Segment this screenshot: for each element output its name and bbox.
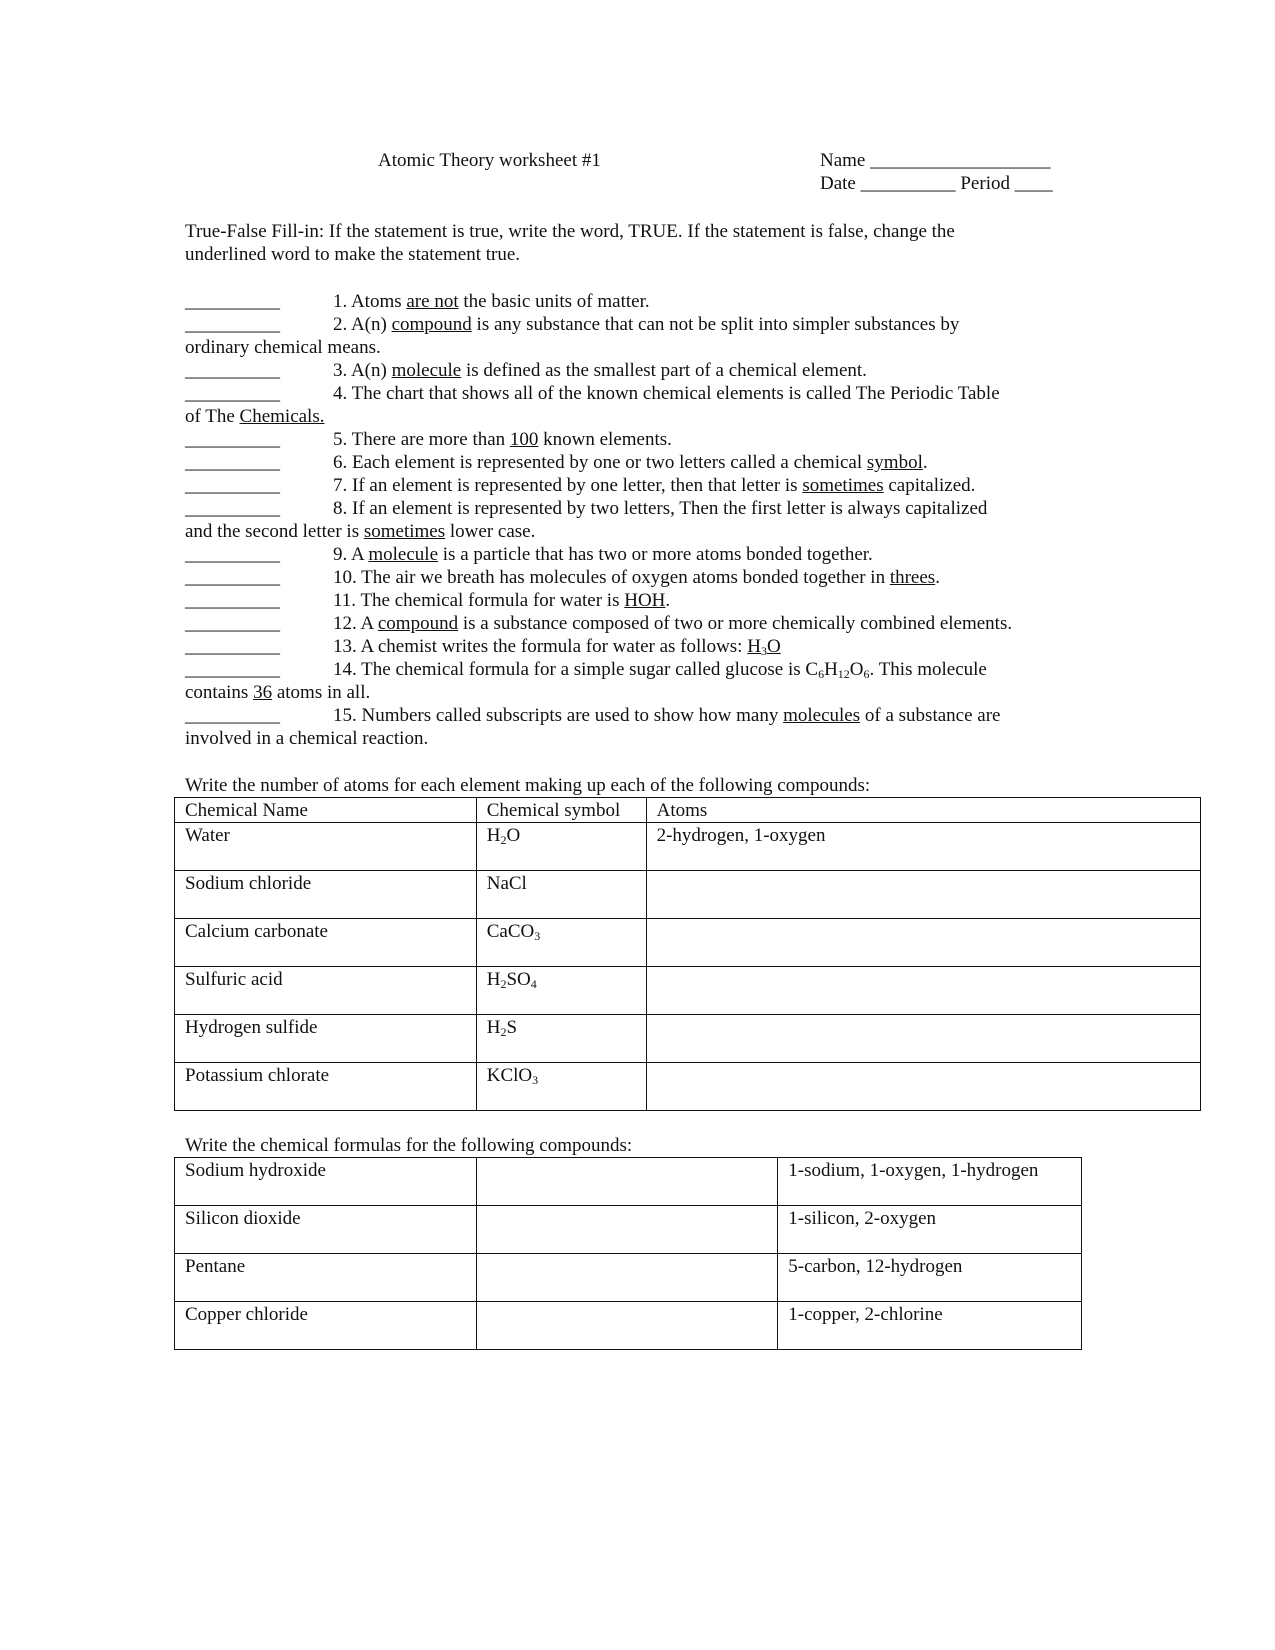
question-15: __________ 15. Numbers called subscripts are used to show how many molecules of a substance are	[185, 705, 1001, 726]
underlined-word: threes	[889, 567, 936, 588]
question-8: __________ 8. If an element is represented by two letters, Then the first letter is always capitalized	[185, 498, 988, 519]
date-period-field[interactable]: Date __________ Period ____	[820, 173, 1053, 194]
atoms-answer[interactable]	[646, 967, 1200, 1015]
chemical-formula: NaCl	[476, 871, 646, 919]
compound-name: Sodium chloride	[175, 871, 477, 919]
question-12: __________ 12. A compound is a substance composed of two or more chemically combined elements.	[185, 613, 1013, 634]
atoms-composition: 1-sodium, 1-oxygen, 1-hydrogen	[778, 1158, 1082, 1206]
answer-blank-13[interactable]: __________	[185, 636, 280, 657]
compound-name: Sodium hydroxide	[175, 1158, 477, 1206]
table-row	[175, 1015, 1201, 1063]
answer-blank-10[interactable]: __________	[185, 567, 280, 588]
question-10: __________ 10. The air we breath has molecules of oxygen atoms bonded together in threes.	[185, 567, 940, 588]
question-1: __________ 1. Atoms are not the basic units of matter.	[185, 291, 650, 312]
table-row	[175, 1206, 1082, 1254]
underlined-word: compound	[377, 613, 459, 634]
answer-blank-12[interactable]: __________	[185, 613, 280, 634]
compound-name: Water	[175, 823, 477, 871]
name-field[interactable]: Name ___________________	[820, 150, 1051, 171]
header-atoms: Atoms	[646, 798, 1200, 823]
underlined-word: are not	[406, 291, 459, 312]
chemical-formula: CaCO$_3$	[476, 919, 646, 967]
atoms-answer[interactable]: 2-hydrogen, 1-oxygen	[646, 823, 1200, 871]
underlined-word: HOH	[624, 590, 666, 611]
answer-blank-14[interactable]: __________	[185, 659, 280, 680]
table1-intro: Write the number of atoms for each element making up each of the following compounds:	[185, 775, 871, 796]
chemical-formula: $H_2S$	[476, 1015, 646, 1063]
table-row	[175, 823, 1201, 871]
table2-intro: Write the chemical formulas for the following compounds:	[185, 1135, 633, 1156]
question-6: __________ 6. Each element is represented by one or two letters called a chemical symbol.	[185, 452, 928, 473]
question-8-continuation: and the second letter is sometimes lower case.	[185, 521, 536, 542]
table-header-row	[175, 798, 1201, 823]
question-5: __________ 5. There are more than 100 known elements.	[185, 429, 672, 450]
underlined-word: molecule	[368, 544, 439, 565]
instructions-line-2: underlined word to make the statement true.	[185, 244, 521, 265]
answer-blank-11[interactable]: __________	[185, 590, 280, 611]
question-7: __________ 7. If an element is represented by one letter, then that letter is sometimes capitalized.	[185, 475, 976, 496]
question-13: __________ 13. A chemist writes the formula for water as follows: $H_3O$	[185, 636, 781, 658]
underlined-word: 36	[253, 682, 273, 703]
answer-blank-9[interactable]: __________	[185, 544, 280, 565]
formula-answer[interactable]	[476, 1206, 778, 1254]
atoms-answer[interactable]	[646, 919, 1200, 967]
answer-blank-5[interactable]: __________	[185, 429, 280, 450]
atoms-table	[174, 797, 1201, 1111]
table-row	[175, 1254, 1082, 1302]
formula-answer[interactable]	[476, 1254, 778, 1302]
atoms-composition: 1-copper, 2-chlorine	[778, 1302, 1082, 1350]
question-4-continuation: of The Chemicals.	[185, 406, 325, 427]
question-3: __________ 3. A(n) molecule is defined as the smallest part of a chemical element.	[185, 360, 867, 381]
formula-answer[interactable]	[476, 1158, 778, 1206]
compound-name: Calcium carbonate	[175, 919, 477, 967]
underlined-word: symbol	[866, 452, 923, 473]
compound-name: Pentane	[175, 1254, 477, 1302]
underlined-formula: $H_3O$	[747, 636, 781, 658]
answer-blank-1[interactable]: __________	[185, 291, 280, 312]
header-chemical-symbol: Chemical symbol	[476, 798, 646, 823]
answer-blank-4[interactable]: __________	[185, 383, 280, 404]
table-row	[175, 967, 1201, 1015]
question-14: __________ 14. The chemical formula for a simple sugar called glucose is $C_6H_{12}O_6$. This molecule	[185, 659, 987, 681]
chemical-formula: $H_2SO_4$	[476, 967, 646, 1015]
underlined-word: molecule	[391, 360, 462, 381]
header-chemical-name: Chemical Name	[175, 798, 477, 823]
answer-blank-7[interactable]: __________	[185, 475, 280, 496]
atoms-composition: 5-carbon, 12-hydrogen	[778, 1254, 1082, 1302]
formula-answer[interactable]	[476, 1302, 778, 1350]
chemical-formula: KClO$_3$	[476, 1063, 646, 1111]
atoms-answer[interactable]	[646, 871, 1200, 919]
underlined-word: compound	[391, 314, 472, 335]
question-4: __________ 4. The chart that shows all of the known chemical elements is called The Periodic Table	[185, 383, 1000, 404]
question-11: __________ 11. The chemical formula for water is HOH.	[185, 590, 671, 611]
instructions-line-1: True-False Fill-in: If the statement is true, write the word, TRUE. If the statement is false, change the	[185, 221, 955, 242]
question-14-continuation: contains 36 atoms in all.	[185, 682, 371, 703]
underlined-word: molecules	[783, 705, 861, 726]
atoms-answer[interactable]	[646, 1063, 1200, 1111]
question-2-continuation: ordinary chemical means.	[185, 337, 381, 358]
underlined-word: sometimes	[363, 521, 446, 542]
question-2: __________ 2. A(n) compound is any substance that can not be split into simpler substances by	[185, 314, 960, 335]
underlined-word: Chemicals.	[239, 406, 325, 427]
answer-blank-8[interactable]: __________	[185, 498, 280, 519]
answer-blank-3[interactable]: __________	[185, 360, 280, 381]
atoms-composition: 1-silicon, 2-oxygen	[778, 1206, 1082, 1254]
compound-name: Potassium chlorate	[175, 1063, 477, 1111]
table-row	[175, 1302, 1082, 1350]
table-row	[175, 871, 1201, 919]
worksheet-title: Atomic Theory worksheet #1	[378, 150, 601, 171]
answer-blank-2[interactable]: __________	[185, 314, 280, 335]
atoms-answer[interactable]	[646, 1015, 1200, 1063]
chemical-formula: $H_2O$	[476, 823, 646, 871]
table-row	[175, 1158, 1082, 1206]
underlined-word: sometimes	[802, 475, 884, 496]
answer-blank-6[interactable]: __________	[185, 452, 280, 473]
question-9: __________ 9. A molecule is a particle that has two or more atoms bonded together.	[185, 544, 873, 565]
compound-name: Copper chloride	[175, 1302, 477, 1350]
underlined-word: 100	[509, 429, 539, 450]
table-row	[175, 919, 1201, 967]
compound-name: Sulfuric acid	[175, 967, 477, 1015]
table-row	[175, 1063, 1201, 1111]
compound-name: Silicon dioxide	[175, 1206, 477, 1254]
answer-blank-15[interactable]: __________	[185, 705, 280, 726]
formulas-table	[174, 1157, 1082, 1350]
question-15-continuation: involved in a chemical reaction.	[185, 728, 429, 749]
compound-name: Hydrogen sulfide	[175, 1015, 477, 1063]
